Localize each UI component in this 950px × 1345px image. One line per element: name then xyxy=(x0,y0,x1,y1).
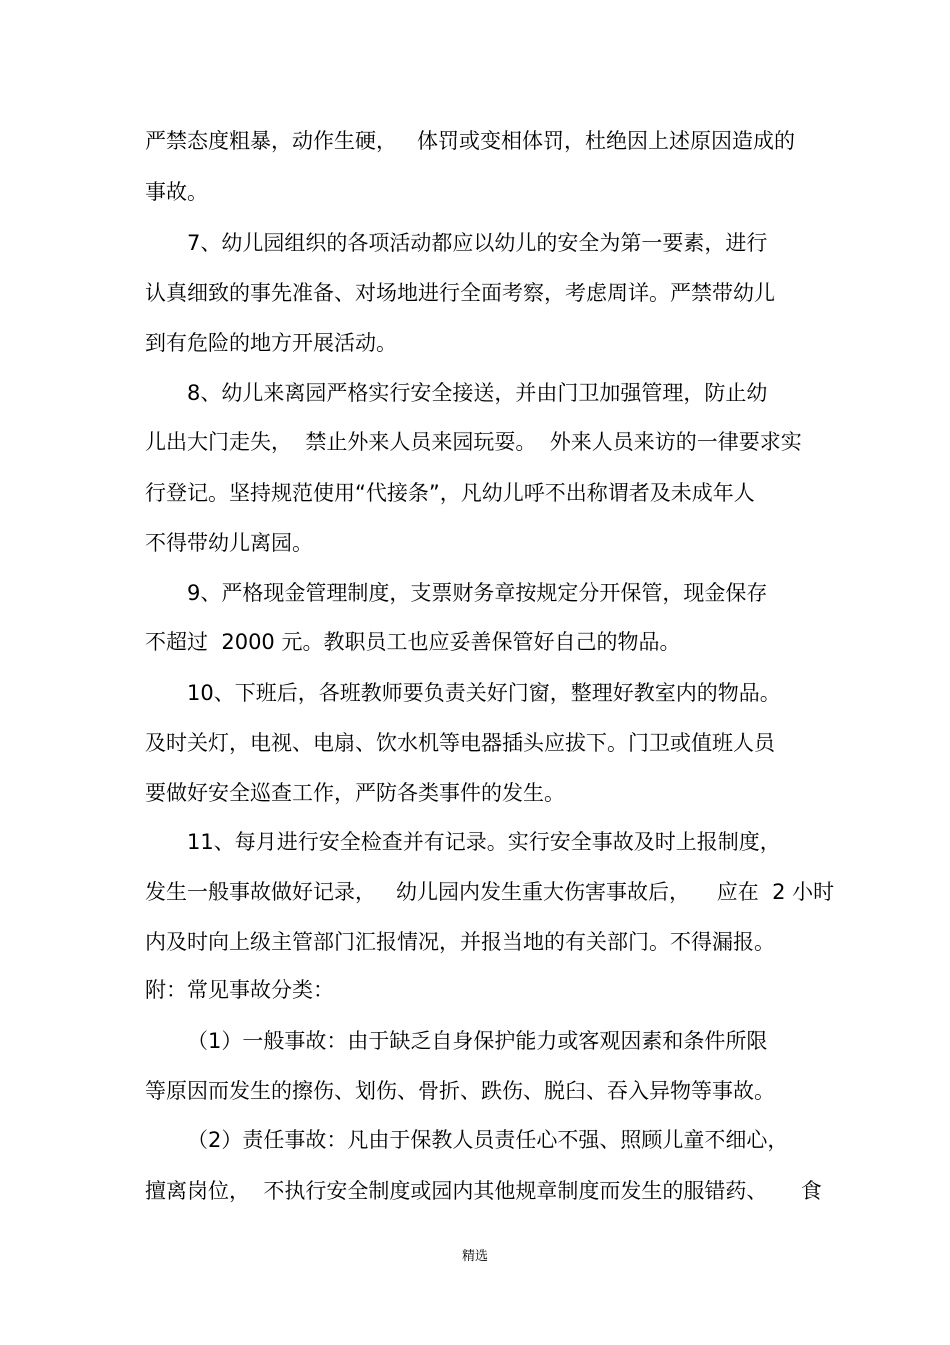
text-line: 认真细致的事先准备、对场地进行全面考察，考虑周详。严禁带幼儿 xyxy=(145,281,775,305)
text-line: （1）一般事故：由于缺乏自身保护能力或客观因素和条件所限 xyxy=(187,1029,768,1053)
text-line: 等原因而发生的擦伤、划伤、骨折、跌伤、脱臼、吞入异物等事故。 xyxy=(145,1079,775,1103)
text-line: 擅离岗位， 不执行安全制度或园内其他规章制度而发生的服错药、 食 xyxy=(145,1179,822,1203)
text-line: 11、每月进行安全检查并有记录。实行安全事故及时上报制度， xyxy=(187,830,781,854)
text-line: （2）责任事故：凡由于保教人员责任心不强、照顾儿童不细心， xyxy=(187,1128,789,1152)
text-line: 及时关灯，电视、电扇、饮水机等电器插头应拔下。门卫或值班人员 xyxy=(145,731,775,755)
text-line: 要做好安全巡查工作，严防各类事件的发生。 xyxy=(145,781,565,805)
text-line: 严禁态度粗暴，动作生硬， 体罚或变相体罚，杜绝因上述原因造成的 xyxy=(145,129,796,153)
text-line: 7、幼儿园组织的各项活动都应以幼儿的安全为第一要素，进行 xyxy=(187,231,768,255)
text-line: 9、严格现金管理制度，支票财务章按规定分开保管，现金保存 xyxy=(187,581,768,605)
text-line: 事故。 xyxy=(145,180,208,204)
text-line: 内及时向上级主管部门汇报情况，并报当地的有关部门。不得漏报。 xyxy=(145,930,775,954)
page-footer-label: 精选 xyxy=(461,1249,488,1264)
text-line: 10、下班后，各班教师要负责关好门窗，整理好教室内的物品。 xyxy=(187,681,781,705)
text-line: 不超过 2000 元。教职员工也应妥善保管好自己的物品。 xyxy=(145,630,681,654)
text-line: 8、幼儿来离园严格实行安全接送，并由门卫加强管理，防止幼 xyxy=(187,381,768,405)
text-line: 发生一般事故做好记录， 幼儿园内发生重大伤害事故后， 应在 2 小时 xyxy=(145,880,835,904)
text-line: 附：常见事故分类： xyxy=(145,978,334,1002)
text-line: 行登记。坚持规范使用“代接条”，凡幼儿呼不出称谓者及未成年人 xyxy=(145,481,755,505)
text-line: 儿出大门走失， 禁止外来人员来园玩耍。 外来人员来访的一律要求实 xyxy=(145,430,802,454)
text-line: 到有危险的地方开展活动。 xyxy=(145,331,397,355)
text-line: 不得带幼儿离园。 xyxy=(145,531,313,555)
